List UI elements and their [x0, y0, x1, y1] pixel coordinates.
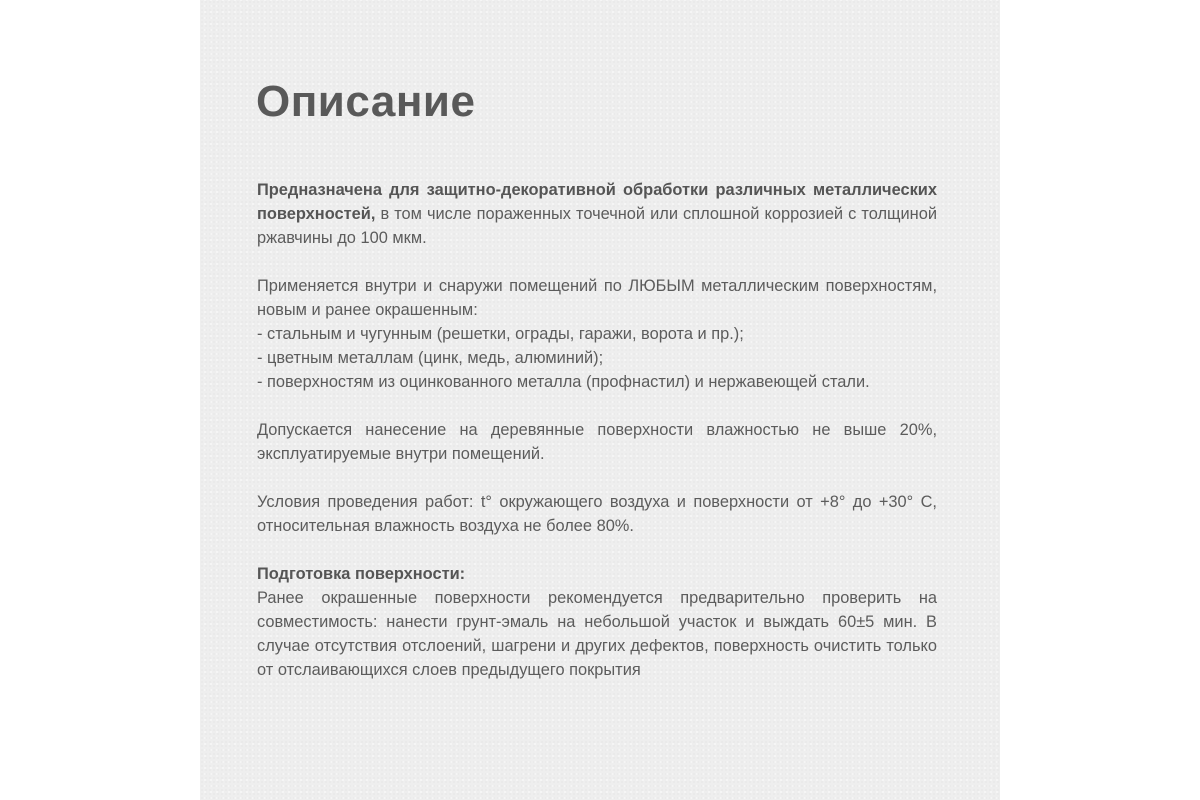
paragraph-conditions: Условия проведения работ: t° окружающего воздуха и поверхности от +8° до +30° С, относительная влажность воздуха не более 80%. [257, 493, 937, 535]
application-item: - стальным и чугунным (решетки, ограды, гаражи, ворота и пр.); [257, 325, 744, 343]
description-body [257, 178, 937, 706]
application-item: - цветным металлам (цинк, медь, алюминий); [257, 349, 604, 367]
application-item: - поверхностям из оцинкованного металла (профнастил) и нержавеющей стали. [257, 373, 870, 391]
page-title: Описание [256, 77, 476, 126]
preparation-heading: Подготовка поверхности: [257, 565, 466, 583]
paragraph-purpose [257, 178, 937, 250]
paragraph-wood: Допускается нанесение на деревянные поверхности влажностью не выше 20%, эксплуатируемые внутри помещений. [257, 421, 937, 463]
paragraph-purpose-text: в том числе пораженных точечной или сплошной коррозией с толщиной ржавчины до 100 мкм. [257, 205, 937, 247]
preparation-text: Ранее окрашенные поверхности рекомендуется предварительно проверить на совместимость: нанести грунт-эмаль на небольшой участок и выждать 60±5 мин. В случае отсутствия отслоений, шагрени и других дефектов, поверхность очистить только от отслаивающихся слоев предыдущего покрытия [257, 589, 937, 679]
application-intro: Применяется внутри и снаружи помещений по ЛЮБЫМ металлическим поверхностям, новым и ранее окрашенным: [257, 277, 937, 319]
paragraph-preparation [257, 562, 937, 682]
paragraph-application [257, 274, 937, 394]
paragraph-purpose-bold: Предназначена для защитно-декоративной обработки различных металлических поверхностей, [257, 181, 937, 223]
description-card [200, 0, 1000, 800]
